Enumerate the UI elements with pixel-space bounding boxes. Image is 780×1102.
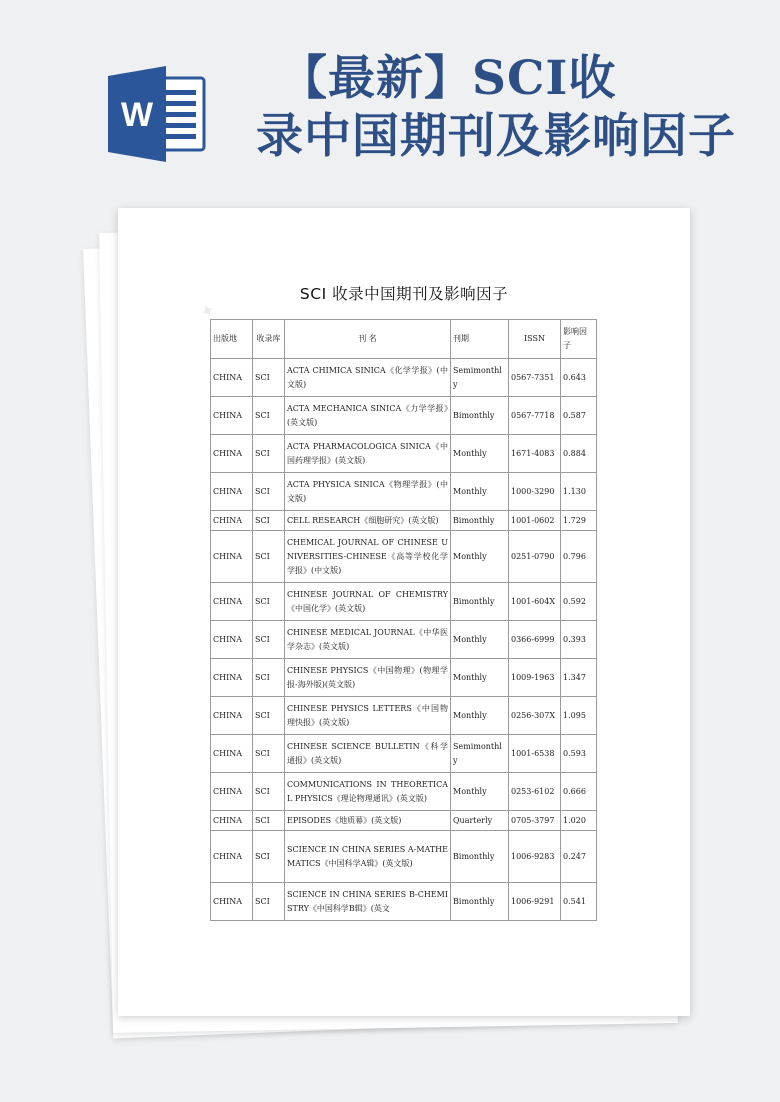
cell-impact-factor: 0.247: [561, 831, 597, 883]
cell-impact-factor: 0.393: [561, 621, 597, 659]
cell-journal-name: CHINESE PHYSICS LETTERS《中国物理快报》(英文版): [285, 697, 451, 735]
cell-publisher: CHINA: [211, 621, 253, 659]
cell-journal-name: CHINESE MEDICAL JOURNAL《中华医学杂志》(英文版): [285, 621, 451, 659]
cell-index: SCI: [253, 397, 285, 435]
cell-journal-name: CHINESE SCIENCE BULLETIN《科学通报》(英文版): [285, 735, 451, 773]
cell-index: SCI: [253, 697, 285, 735]
cell-index: SCI: [253, 735, 285, 773]
cell-issn: 0705-3797: [509, 811, 561, 831]
cell-issn: 1001-6538: [509, 735, 561, 773]
cell-issn: 1001-0602: [509, 511, 561, 531]
table-row: [211, 359, 597, 397]
cell-index: SCI: [253, 831, 285, 883]
cell-impact-factor: 1.020: [561, 811, 597, 831]
table-row: [211, 811, 597, 831]
cell-impact-factor: 0.796: [561, 531, 597, 583]
cell-impact-factor: 0.541: [561, 883, 597, 921]
cell-impact-factor: 0.592: [561, 583, 597, 621]
cell-publisher: CHINA: [211, 511, 253, 531]
document-title: SCI 收录中国期刊及影响因子: [299, 285, 509, 303]
cell-issn: 1006-9291: [509, 883, 561, 921]
header-impact-factor: 影响因子: [561, 320, 597, 359]
cell-frequency: Bimonthly: [451, 883, 509, 921]
cell-publisher: CHINA: [211, 831, 253, 883]
cell-issn: 1006-9283: [509, 831, 561, 883]
cell-issn: 1000-3290: [509, 473, 561, 511]
cell-journal-name: SCIENCE IN CHINA SERIES B-CHEMISTRY《中国科学B辑》(英文: [285, 883, 451, 921]
headline-line-2: 录中国期刊及影响因子: [256, 109, 736, 164]
cell-impact-factor: 1.130: [561, 473, 597, 511]
header-journal-name: 刊 名: [285, 320, 451, 359]
cell-journal-name: EPISODES《地质幕》(英文版): [285, 811, 451, 831]
cell-issn: 1009-1963: [509, 659, 561, 697]
cell-issn: 0256-307X: [509, 697, 561, 735]
table-body: [211, 359, 597, 921]
cell-frequency: Quarterly: [451, 811, 509, 831]
table-row: [211, 621, 597, 659]
cell-issn: 0253-6102: [509, 773, 561, 811]
word-icon: [108, 66, 208, 162]
cell-index: SCI: [253, 583, 285, 621]
cell-index: SCI: [253, 473, 285, 511]
cell-impact-factor: 0.643: [561, 359, 597, 397]
table-row: [211, 531, 597, 583]
cell-index: SCI: [253, 659, 285, 697]
cell-impact-factor: 1.347: [561, 659, 597, 697]
cell-publisher: CHINA: [211, 773, 253, 811]
cell-issn: 0567-7351: [509, 359, 561, 397]
cell-publisher: CHINA: [211, 811, 253, 831]
table-row: [211, 773, 597, 811]
cell-issn: 0567-7718: [509, 397, 561, 435]
cell-frequency: Monthly: [451, 531, 509, 583]
table-row: [211, 659, 597, 697]
table-row: [211, 697, 597, 735]
cell-journal-name: ACTA MECHANICA SINICA《力学学报》(英文版): [285, 397, 451, 435]
table-row: [211, 883, 597, 921]
cell-frequency: Bimonthly: [451, 583, 509, 621]
cell-publisher: CHINA: [211, 435, 253, 473]
cell-journal-name: CHINESE JOURNAL OF CHEMISTRY《中国化学》(英文版): [285, 583, 451, 621]
cell-index: SCI: [253, 435, 285, 473]
cell-journal-name: CHEMICAL JOURNAL OF CHINESE UNIVERSITIES-CHINESE《高等学校化学学报》(中文版): [285, 531, 451, 583]
cell-index: SCI: [253, 773, 285, 811]
cell-frequency: Monthly: [451, 621, 509, 659]
cell-frequency: Bimonthly: [451, 511, 509, 531]
table-row: [211, 735, 597, 773]
table-row: [211, 435, 597, 473]
table-row: [211, 473, 597, 511]
cell-journal-name: ACTA PHYSICA SINICA《物理学报》(中文版): [285, 473, 451, 511]
cell-impact-factor: 0.884: [561, 435, 597, 473]
cell-publisher: CHINA: [211, 473, 253, 511]
cell-frequency: Semimonthly: [451, 735, 509, 773]
header-publisher: 出版地: [211, 320, 253, 359]
cell-index: SCI: [253, 511, 285, 531]
cell-publisher: CHINA: [211, 883, 253, 921]
cell-publisher: CHINA: [211, 359, 253, 397]
watermark: ✦: [195, 297, 223, 325]
table-header-row: [211, 320, 597, 359]
cell-frequency: Monthly: [451, 697, 509, 735]
cell-journal-name: CELL RESEARCH《细胞研究》(英文版): [285, 511, 451, 531]
cell-journal-name: ACTA PHARMACOLOGICA SINICA《中国药理学报》(英文版): [285, 435, 451, 473]
cell-index: SCI: [253, 359, 285, 397]
journal-table: [210, 319, 597, 921]
cell-frequency: Monthly: [451, 473, 509, 511]
cell-publisher: CHINA: [211, 659, 253, 697]
cell-impact-factor: 0.593: [561, 735, 597, 773]
cell-publisher: CHINA: [211, 397, 253, 435]
headline-line-1: 【最新】SCI收: [280, 51, 617, 106]
cell-frequency: Bimonthly: [451, 831, 509, 883]
page-headline: [256, 50, 772, 166]
table-row: [211, 831, 597, 883]
cell-issn: 1671-4083: [509, 435, 561, 473]
cell-frequency: Monthly: [451, 435, 509, 473]
cell-frequency: Monthly: [451, 659, 509, 697]
cell-impact-factor: 1.729: [561, 511, 597, 531]
header-issn: ISSN: [509, 320, 561, 359]
cell-publisher: CHINA: [211, 531, 253, 583]
header-index: 收录库: [253, 320, 285, 359]
cell-frequency: Monthly: [451, 773, 509, 811]
cell-index: SCI: [253, 621, 285, 659]
cell-journal-name: SCIENCE IN CHINA SERIES A-MATHEMATICS《中国科学A辑》(英文版): [285, 831, 451, 883]
cell-frequency: Bimonthly: [451, 397, 509, 435]
cell-index: SCI: [253, 883, 285, 921]
cell-issn: 0366-6999: [509, 621, 561, 659]
cell-index: SCI: [253, 531, 285, 583]
cell-impact-factor: 0.666: [561, 773, 597, 811]
cell-issn: 1001-604X: [509, 583, 561, 621]
table-row: [211, 583, 597, 621]
cell-impact-factor: 0.587: [561, 397, 597, 435]
document-page: [118, 208, 690, 1016]
table-row: [211, 397, 597, 435]
cell-frequency: Semimonthly: [451, 359, 509, 397]
cell-publisher: CHINA: [211, 583, 253, 621]
header-frequency: 刊期: [451, 320, 509, 359]
cell-journal-name: COMMUNICATIONS IN THEORETICAL PHYSICS《理论物理通讯》(英文版): [285, 773, 451, 811]
cell-journal-name: ACTA CHIMICA SINICA《化学学报》(中文版): [285, 359, 451, 397]
table-row: [211, 511, 597, 531]
cell-publisher: CHINA: [211, 697, 253, 735]
cell-issn: 0251-0790: [509, 531, 561, 583]
cell-publisher: CHINA: [211, 735, 253, 773]
cell-index: SCI: [253, 811, 285, 831]
word-icon-letter: W: [120, 96, 154, 134]
cell-journal-name: CHINESE PHYSICS《中国物理》(物理学报-海外版)(英文版): [285, 659, 451, 697]
cell-impact-factor: 1.095: [561, 697, 597, 735]
